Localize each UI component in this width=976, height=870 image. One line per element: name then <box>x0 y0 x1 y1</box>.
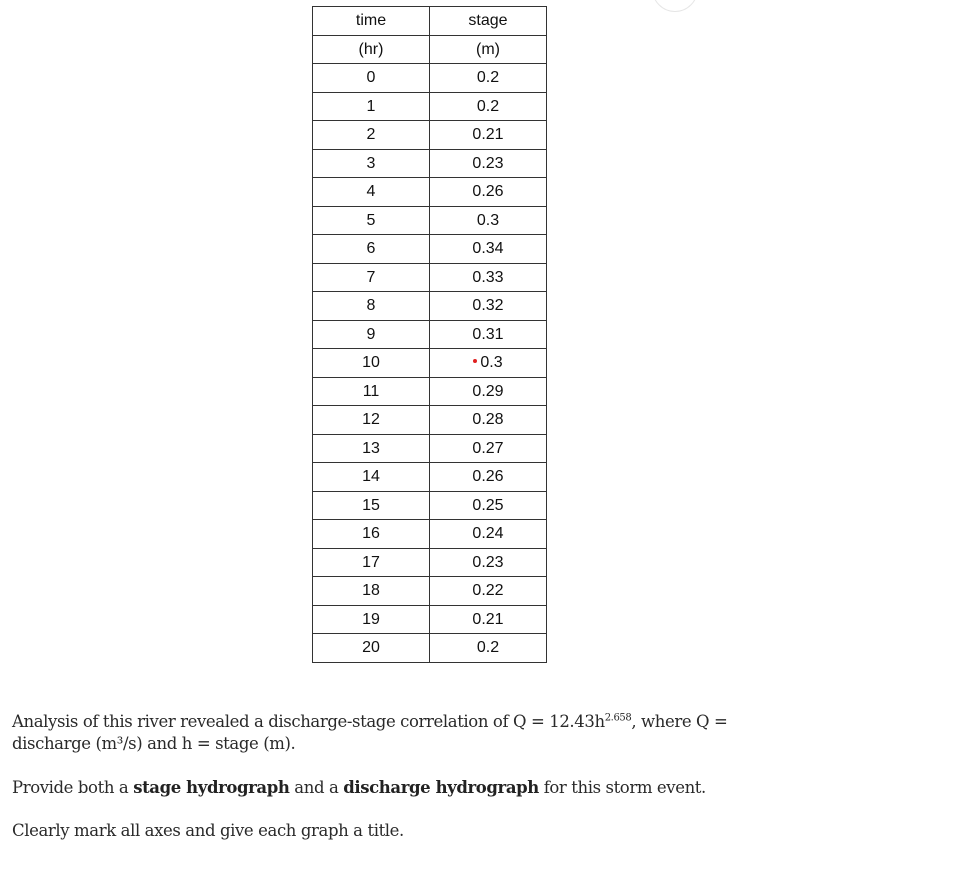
stage-cell: 0.28 <box>430 406 547 435</box>
table-row <box>313 463 547 492</box>
header-cell-stage: (m) <box>430 35 547 64</box>
stage-cell: 0.33 <box>430 263 547 292</box>
instruction-paragraph <box>12 777 706 799</box>
time-cell: 6 <box>313 235 430 264</box>
table-row <box>313 149 547 178</box>
time-cell: 5 <box>313 206 430 235</box>
stage-cell: 0.22 <box>430 577 547 606</box>
stage-cell: 0.25 <box>430 491 547 520</box>
time-cell: 13 <box>313 434 430 463</box>
table-row <box>313 634 547 663</box>
stage-cell: 0.32 <box>430 292 547 321</box>
table-row <box>313 605 547 634</box>
instruction-text-c: and a <box>289 778 344 797</box>
stage-cell: 0.23 <box>430 548 547 577</box>
table-header-row <box>313 35 547 64</box>
table-row <box>313 92 547 121</box>
stage-value: 0.3 <box>480 354 503 371</box>
table-row <box>313 235 547 264</box>
correlation-text-a: Analysis of this river revealed a discharge-stage correlation of Q = 12.43h <box>12 712 605 731</box>
table-row <box>313 406 547 435</box>
time-cell: 15 <box>313 491 430 520</box>
time-cell: 18 <box>313 577 430 606</box>
table-row <box>313 292 547 321</box>
red-dot-marker <box>473 359 477 363</box>
instruction-bold-discharge: discharge hydrograph <box>343 778 539 797</box>
stage-cell: 0.27 <box>430 434 547 463</box>
stage-cell: 0.23 <box>430 149 547 178</box>
instruction-text-a: Provide both a <box>12 778 134 797</box>
time-cell: 14 <box>313 463 430 492</box>
time-cell: 9 <box>313 320 430 349</box>
stage-cell: 0.3 <box>430 206 547 235</box>
time-cell: 17 <box>313 548 430 577</box>
table-row <box>313 320 547 349</box>
time-cell: 20 <box>313 634 430 663</box>
time-cell: 8 <box>313 292 430 321</box>
time-cell: 0 <box>313 64 430 93</box>
time-cell: 2 <box>313 121 430 150</box>
stage-cell: 0.2 <box>430 92 547 121</box>
stage-cell: 0.2 <box>430 634 547 663</box>
stage-cell: 0.31 <box>430 320 547 349</box>
table-row <box>313 178 547 207</box>
stage-cell: 0.26 <box>430 178 547 207</box>
time-cell: 1 <box>313 92 430 121</box>
stage-cell: 0.26 <box>430 463 547 492</box>
stage-cell <box>430 349 547 378</box>
corner-button-edge <box>652 0 698 12</box>
table-row <box>313 206 547 235</box>
table-row <box>313 548 547 577</box>
correlation-text-line2: discharge (m³/s) and h = stage (m). <box>12 734 296 753</box>
header-cell-stage: stage <box>430 7 547 36</box>
header-cell-time: time <box>313 7 430 36</box>
correlation-exponent: 2.658 <box>604 712 632 724</box>
table-row <box>313 491 547 520</box>
axes-note-text: Clearly mark all axes and give each graph a title. <box>12 821 404 840</box>
time-cell: 16 <box>313 520 430 549</box>
time-cell: 19 <box>313 605 430 634</box>
time-cell: 12 <box>313 406 430 435</box>
table-row <box>313 121 547 150</box>
stage-cell: 0.34 <box>430 235 547 264</box>
time-cell: 11 <box>313 377 430 406</box>
time-cell: 7 <box>313 263 430 292</box>
stage-cell: 0.21 <box>430 121 547 150</box>
time-cell: 3 <box>313 149 430 178</box>
table-row <box>313 434 547 463</box>
stage-cell: 0.21 <box>430 605 547 634</box>
time-cell: 10 <box>313 349 430 378</box>
table-row <box>313 520 547 549</box>
table-row <box>313 577 547 606</box>
table-row <box>313 263 547 292</box>
table-row <box>313 64 547 93</box>
stage-cell: 0.29 <box>430 377 547 406</box>
table-body <box>313 7 547 663</box>
instruction-text-e: for this storm event. <box>538 778 706 797</box>
correlation-paragraph <box>12 711 912 755</box>
stage-cell: 0.24 <box>430 520 547 549</box>
header-cell-time: (hr) <box>313 35 430 64</box>
instruction-bold-stage: stage hydrograph <box>133 778 290 797</box>
table-row <box>313 377 547 406</box>
stage-cell: 0.2 <box>430 64 547 93</box>
table-row <box>313 349 547 378</box>
time-cell: 4 <box>313 178 430 207</box>
correlation-text-b: , where Q = <box>631 712 728 731</box>
stage-data-table <box>312 6 547 663</box>
table-header-row <box>313 7 547 36</box>
axes-note-paragraph <box>12 820 404 842</box>
